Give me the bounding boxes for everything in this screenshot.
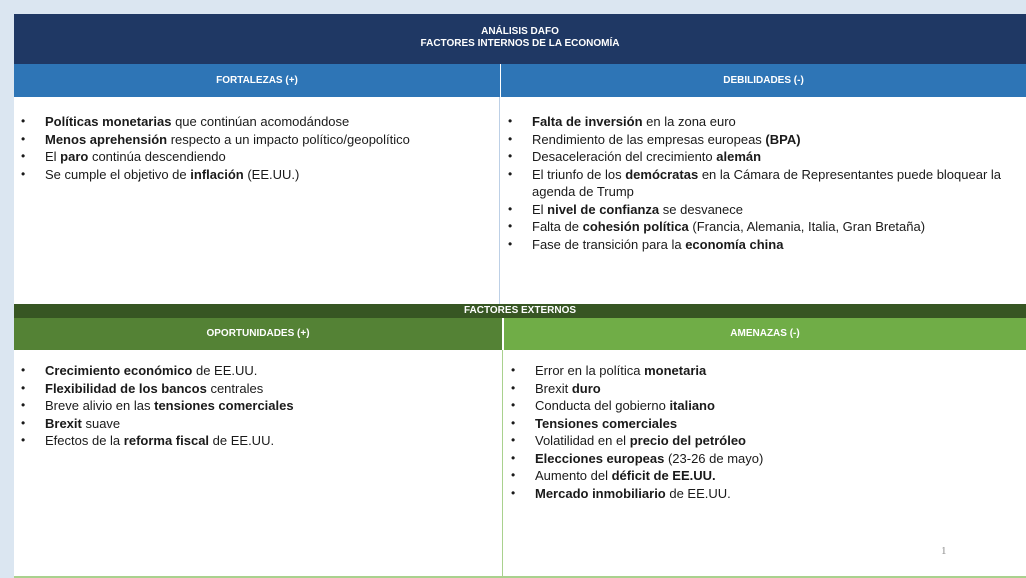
item-text: de EE.UU. bbox=[192, 363, 258, 378]
item-text: (23-26 de mayo) bbox=[664, 450, 764, 466]
list-item bbox=[504, 362, 1026, 380]
list-item bbox=[14, 380, 502, 398]
opportunities-cell bbox=[14, 350, 503, 578]
list-item bbox=[504, 467, 1026, 485]
threats-cell bbox=[504, 350, 1026, 578]
item-text: Falta de bbox=[532, 219, 583, 234]
item-text: (Francia, Alemania, Italia, Gran Bretaña) bbox=[688, 219, 926, 234]
item-emphasis: inflación bbox=[190, 166, 244, 182]
list-item bbox=[504, 397, 1026, 415]
item-emphasis: (BPA) bbox=[765, 131, 801, 147]
list-item bbox=[501, 131, 1006, 149]
item-emphasis: Políticas monetarias bbox=[45, 114, 172, 129]
item-text: El triunfo de los bbox=[532, 166, 626, 182]
item-text: Error en la política bbox=[535, 363, 645, 378]
threats-list bbox=[504, 362, 1026, 502]
page-number: 1 bbox=[941, 545, 947, 557]
item-text: Volatilidad en el bbox=[535, 433, 630, 448]
list-item bbox=[504, 485, 1026, 503]
swot-slide bbox=[14, 14, 1026, 578]
list-item bbox=[14, 397, 502, 415]
item-text: respecto a un impacto político/geopolítico bbox=[167, 131, 410, 147]
list-item bbox=[501, 201, 1006, 219]
item-text: Efectos de la bbox=[45, 433, 124, 448]
item-text: continúa descendiendo bbox=[88, 149, 226, 164]
title-band bbox=[14, 14, 1026, 64]
item-emphasis: nivel de confianza bbox=[547, 201, 660, 217]
list-item bbox=[14, 113, 499, 131]
item-emphasis: déficit de EE.UU. bbox=[611, 468, 716, 483]
item-text: Brexit bbox=[535, 380, 572, 396]
item-text: Se cumple el objetivo de bbox=[45, 166, 191, 182]
list-item bbox=[14, 131, 499, 149]
item-emphasis: tensiones comerciales bbox=[154, 398, 294, 413]
item-emphasis: Flexibilidad de los bancos bbox=[45, 380, 207, 396]
item-text: que continúan acomodándose bbox=[171, 114, 350, 129]
item-emphasis: Menos aprehensión bbox=[45, 131, 168, 147]
item-text: El bbox=[532, 201, 548, 217]
strengths-cell bbox=[14, 97, 500, 304]
list-item bbox=[504, 380, 1026, 398]
list-item bbox=[14, 148, 499, 166]
item-emphasis: reforma fiscal bbox=[123, 433, 210, 448]
item-emphasis: demócratas bbox=[625, 166, 699, 182]
item-text: (EE.UU.) bbox=[243, 166, 300, 182]
title-line-1: ANÁLISIS DAFO bbox=[481, 26, 559, 37]
opportunities-list bbox=[14, 362, 502, 450]
item-emphasis: Elecciones europeas bbox=[535, 450, 665, 466]
weaknesses-header: DEBILIDADES (-) bbox=[501, 64, 1026, 97]
list-item bbox=[501, 236, 1006, 254]
list-item bbox=[501, 113, 1006, 131]
strengths-list bbox=[14, 113, 499, 183]
item-emphasis: italiano bbox=[669, 398, 715, 413]
list-item bbox=[504, 432, 1026, 450]
list-item bbox=[14, 362, 502, 380]
item-emphasis: monetaria bbox=[644, 363, 707, 378]
item-emphasis: Falta de inversión bbox=[532, 114, 643, 129]
item-text: Rendimiento de las empresas europeas bbox=[532, 131, 766, 147]
item-emphasis: Tensiones comerciales bbox=[535, 415, 678, 431]
list-item bbox=[504, 415, 1026, 433]
item-text: suave bbox=[81, 415, 121, 431]
item-text: en la Cámara de Representantes puede bloquear la agenda de Trump bbox=[532, 166, 1002, 199]
item-text: Fase de transición para la bbox=[532, 236, 686, 252]
list-item bbox=[501, 148, 1006, 166]
item-text: Desaceleración del crecimiento bbox=[532, 149, 717, 164]
item-text: Conducta del gobierno bbox=[535, 398, 670, 413]
opportunities-header: OPORTUNIDADES (+) bbox=[14, 318, 502, 350]
weaknesses-list bbox=[501, 113, 1006, 253]
item-emphasis: Crecimiento económico bbox=[45, 363, 193, 378]
item-text: Aumento del bbox=[535, 468, 612, 483]
list-item bbox=[501, 166, 1006, 201]
strengths-header: FORTALEZAS (+) bbox=[14, 64, 500, 97]
item-text: El bbox=[45, 149, 61, 164]
item-emphasis: alemán bbox=[716, 149, 762, 164]
item-text: centrales bbox=[206, 380, 264, 396]
item-emphasis: precio del petróleo bbox=[629, 433, 746, 448]
item-text: se desvanece bbox=[659, 201, 743, 217]
list-item bbox=[14, 432, 502, 450]
item-text: de EE.UU. bbox=[665, 485, 731, 501]
weaknesses-cell bbox=[501, 97, 1026, 304]
list-item bbox=[14, 415, 502, 433]
item-emphasis: duro bbox=[571, 380, 601, 396]
item-emphasis: Mercado inmobiliario bbox=[535, 485, 666, 501]
item-text: de EE.UU. bbox=[209, 433, 275, 448]
item-emphasis: cohesión política bbox=[582, 219, 689, 234]
title-line-2: FACTORES INTERNOS DE LA ECONOMÍA bbox=[420, 38, 620, 49]
list-item bbox=[14, 166, 499, 184]
item-text: Breve alivio en las bbox=[45, 398, 155, 413]
list-item bbox=[504, 450, 1026, 468]
item-emphasis: Brexit bbox=[45, 415, 82, 431]
list-item bbox=[501, 218, 1006, 236]
item-emphasis: paro bbox=[60, 149, 89, 164]
item-text: en la zona euro bbox=[642, 114, 736, 129]
item-emphasis: economía china bbox=[685, 236, 784, 252]
threats-header: AMENAZAS (-) bbox=[504, 318, 1026, 350]
external-factors-band: FACTORES EXTERNOS bbox=[14, 304, 1026, 318]
